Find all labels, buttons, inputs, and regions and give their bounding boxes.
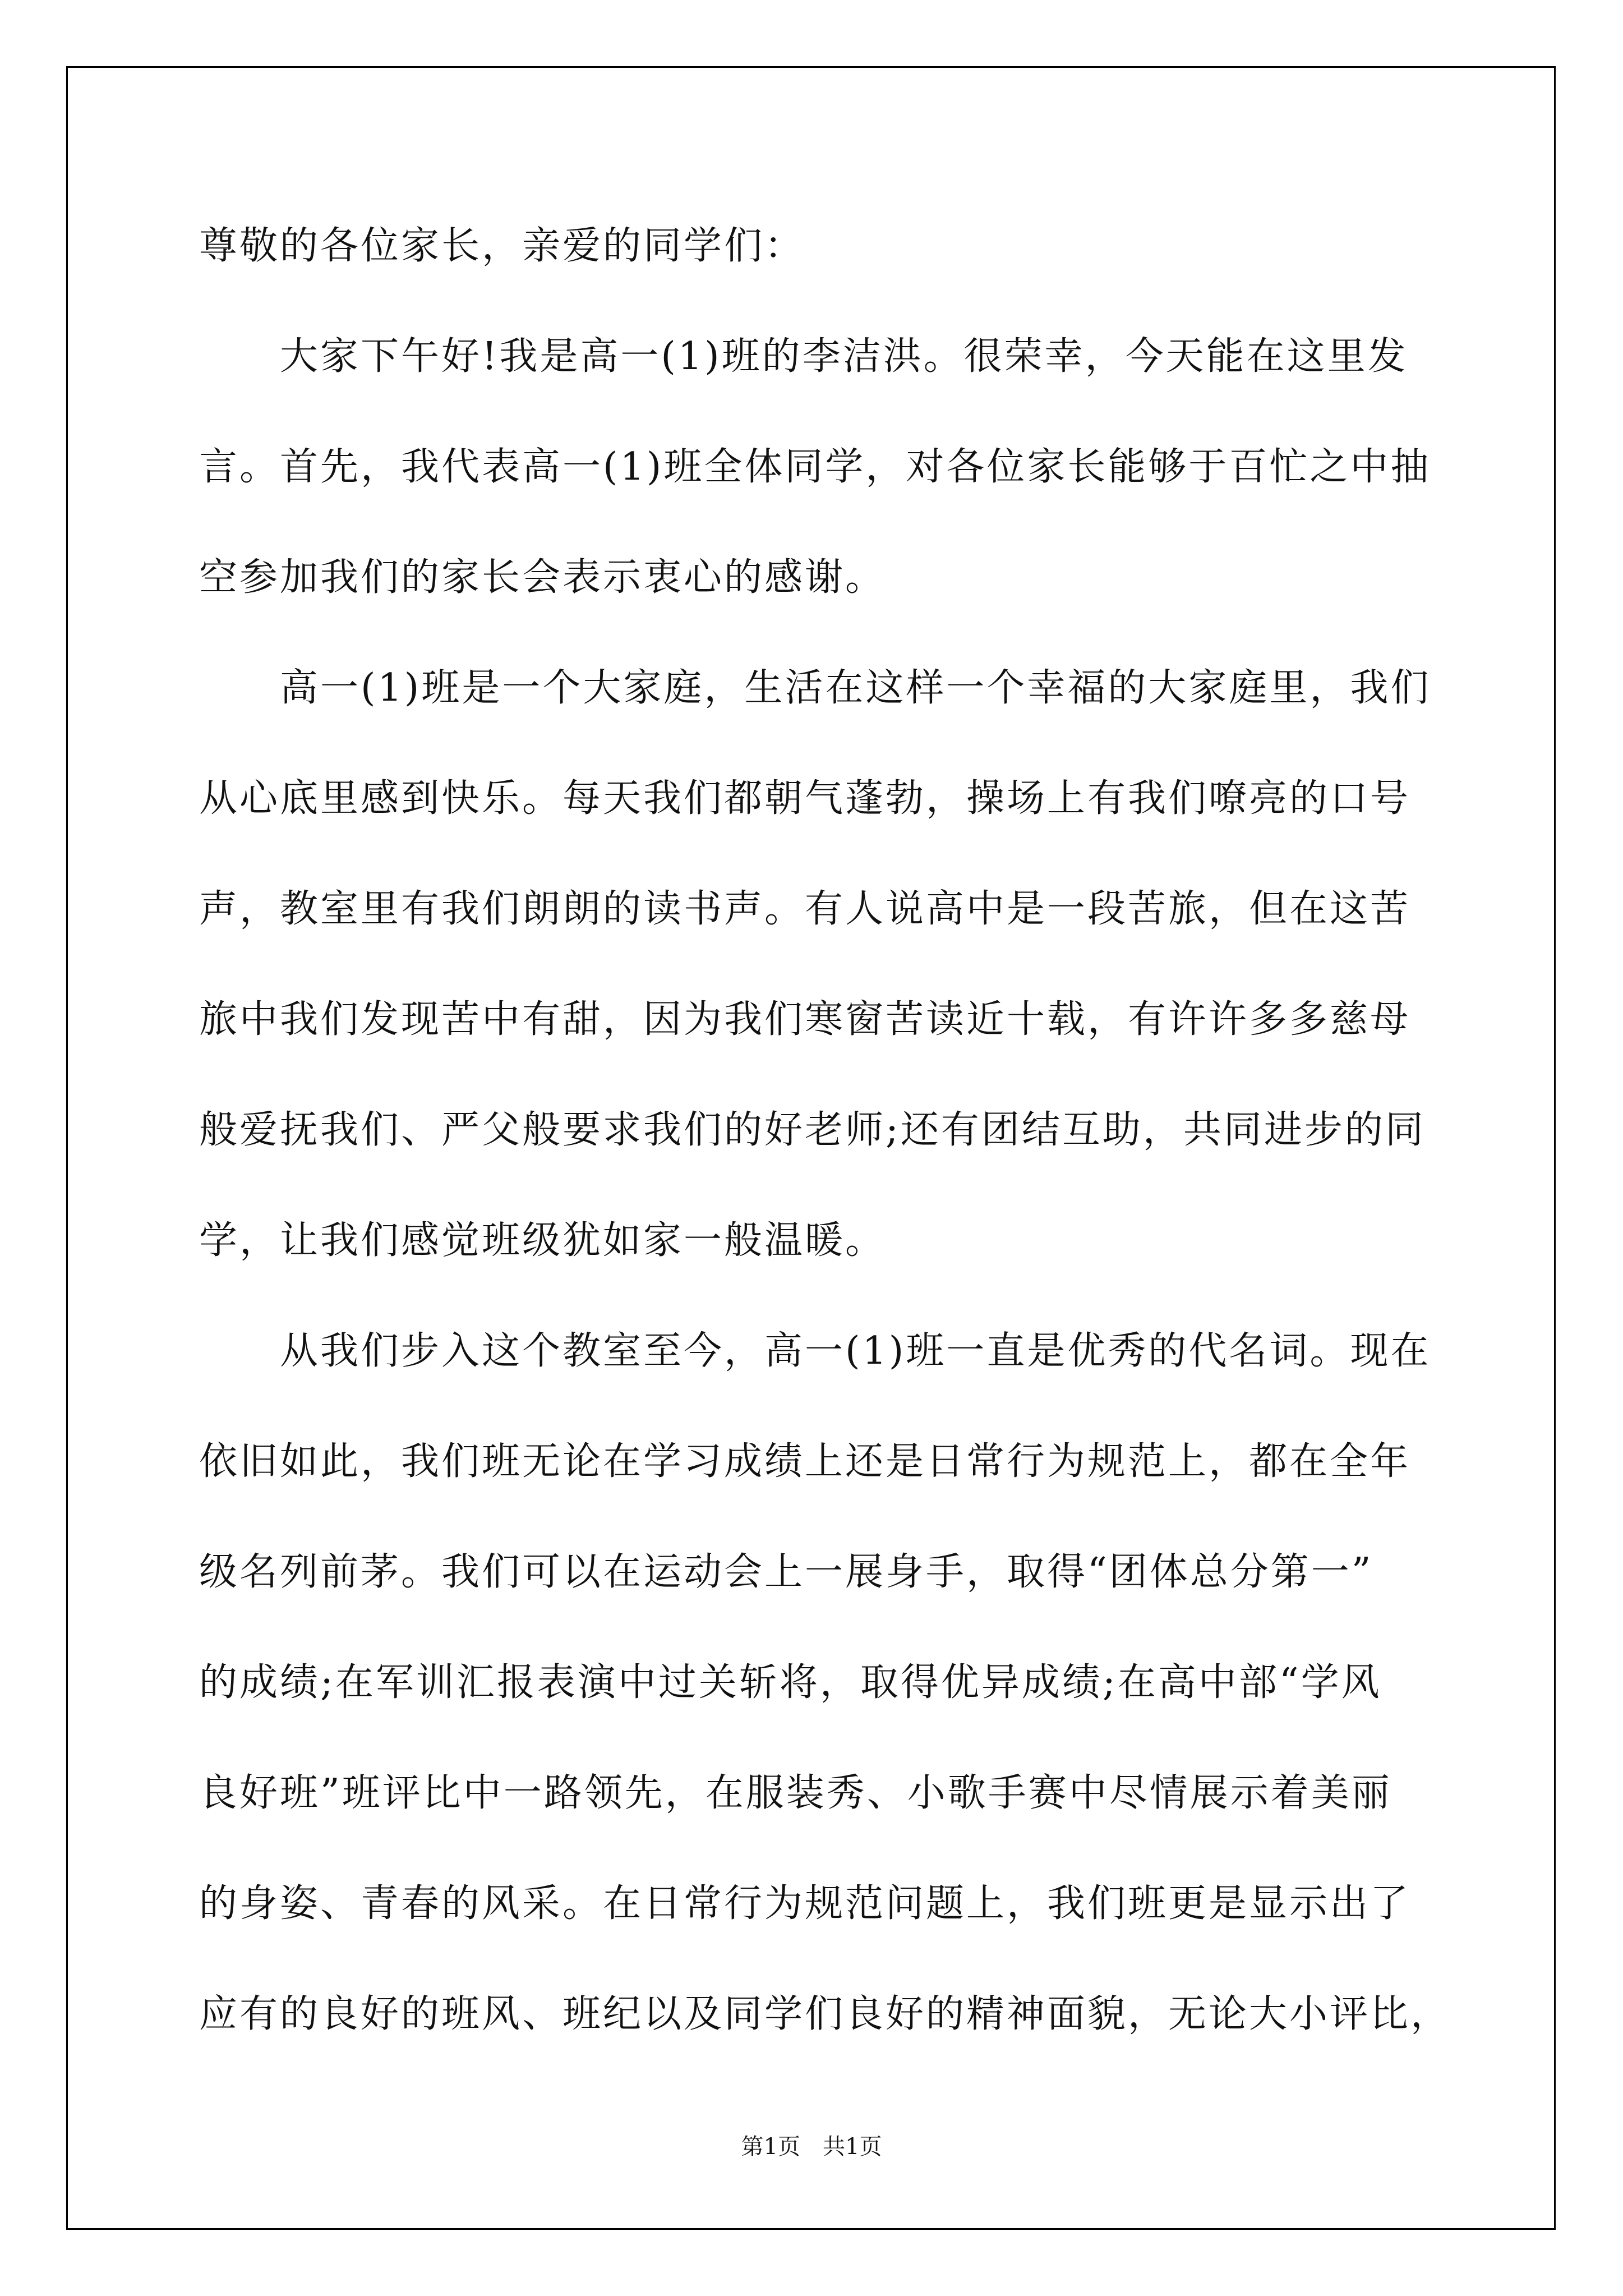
- page-total: 共1页: [823, 2134, 882, 2160]
- page-footer: [0, 2129, 1623, 2161]
- text-line: 的身姿、青春的风采。在日常行为规范问题上，我们班更是显示出了: [199, 1881, 1411, 1926]
- document-body: [199, 224, 1451, 2106]
- text-line: 尊敬的各位家长，亲爱的同学们：: [199, 224, 805, 268]
- page-number: 第1页: [741, 2134, 800, 2160]
- text-line: 学，让我们感觉班级犹如家一般温暖。: [199, 1218, 886, 1263]
- text-line: 从心底里感到快乐。每天我们都朝气蓬勃，操场上有我们嘹亮的口号: [199, 776, 1411, 821]
- text-line: 高一(1)班是一个大家庭，生活在这样一个幸福的大家庭里，我们: [199, 666, 1431, 710]
- text-line: 大家下午好!我是高一(1)班的李洁洪。很荣幸，今天能在这里发: [199, 334, 1408, 379]
- text-line: 良好班”班评比中一路领先，在服装秀、小歌手赛中尽情展示着美丽: [199, 1771, 1392, 1815]
- text-line: 级名列前茅。我们可以在运动会上一展身手，取得“团体总分第一”: [199, 1550, 1373, 1594]
- text-line: 空参加我们的家长会表示衷心的感谢。: [199, 555, 886, 600]
- text-line: 言。首先，我代表高一(1)班全体同学，对各位家长能够于百忙之中抽: [199, 445, 1431, 489]
- text-line: 般爱抚我们、严父般要求我们的好老师;还有团结互助，共同进步的同: [199, 1108, 1426, 1152]
- text-line: 的成绩;在军训汇报表演中过关斩将，取得优异成绩;在高中部“学风: [199, 1660, 1382, 1705]
- text-line: 声，教室里有我们朗朗的读书声。有人说高中是一段苦旅，但在这苦: [199, 887, 1411, 931]
- text-line: 从我们步入这个教室至今，高一(1)班一直是优秀的代名词。现在: [199, 1329, 1431, 1373]
- text-line: 旅中我们发现苦中有甜，因为我们寒窗苦读近十载，有许许多多慈母: [199, 997, 1411, 1042]
- text-line: 应有的良好的班风、班纪以及同学们良好的精神面貌，无论大小评比，: [199, 1992, 1451, 2036]
- text-line: 依旧如此，我们班无论在学习成绩上还是日常行为规范上，都在全年: [199, 1439, 1411, 1484]
